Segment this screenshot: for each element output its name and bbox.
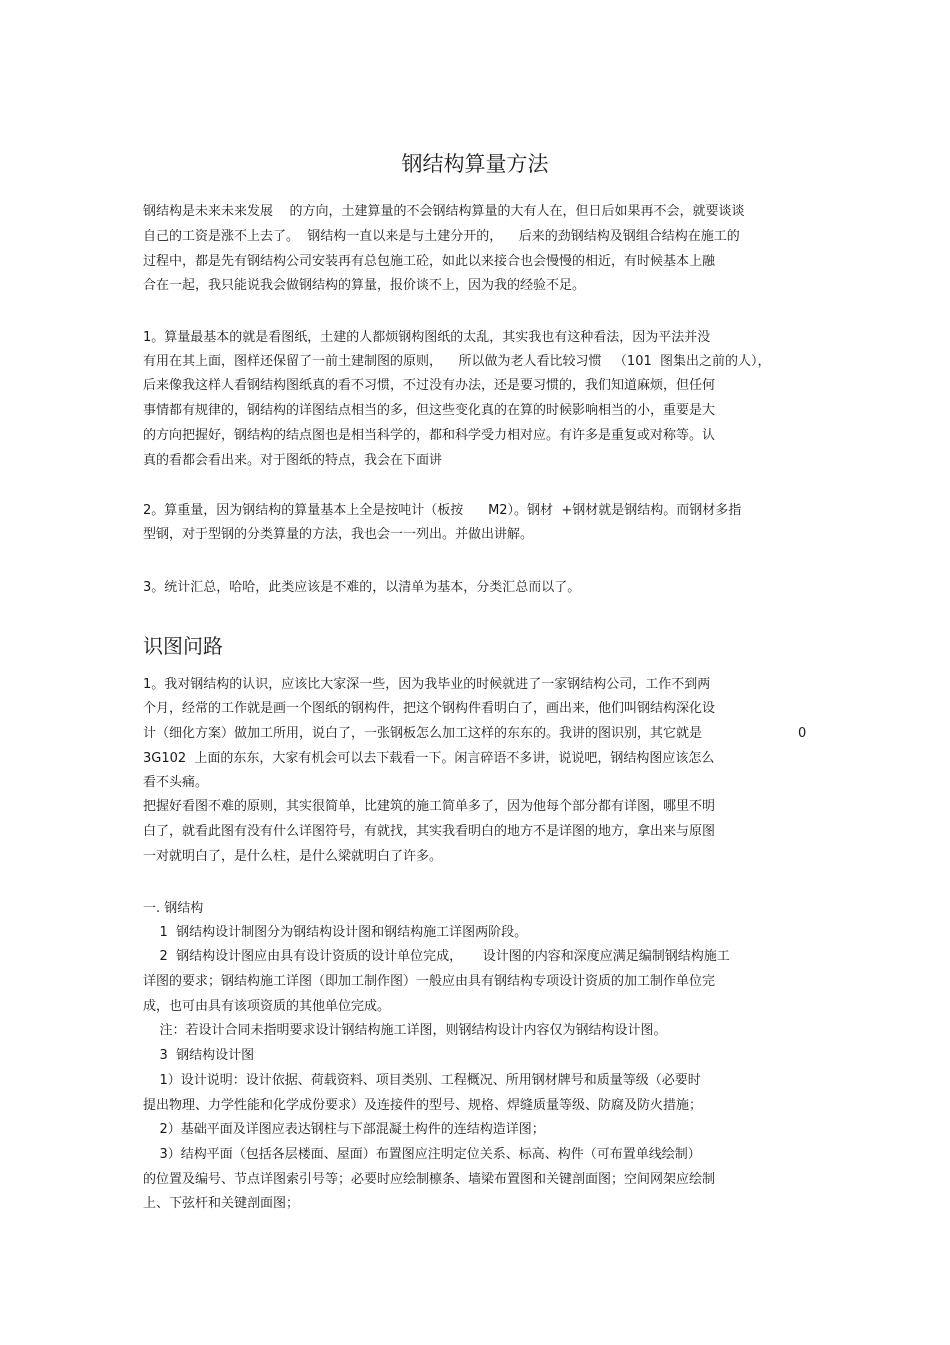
steel-line: 的位置及编号、节点详图索引号等；必要时应绘制檩条、墙梁布置图和关键剖面图；空间网架应绘制 — [143, 1172, 716, 1187]
intro-line: 钢结构是未来未来发展 的方向，土建算量的不会钢结构算量的大有人在，但日后如果再不会，就要谈谈 — [143, 204, 745, 219]
steel-heading: 一. 钢结构 — [143, 901, 204, 916]
steel-line: 3 钢结构设计图 — [143, 1048, 255, 1063]
steel-note: 注：若设计合同未指明要求设计钢结构施工详图，则钢结构设计内容仅为钢结构设计图。 — [143, 1023, 667, 1038]
steel-line: 详图的要求；钢结构施工详图（即加工制作图）一般应由具有钢结构专项设计资质的加工制作单位完 — [143, 974, 716, 989]
point1-line: 后来像我这样人看钢结构图纸真的看不习惯，不过没有办法，还是要习惯的，我们知道麻烦，但任何 — [143, 378, 716, 393]
point1-line: 事情都有规律的，钢结构的详图结点相当的多，但这些变化真的在算的时候影响相当的小，重要是大 — [143, 403, 716, 418]
reading-line: 白了，就看此图有没有什么详图符号，有就找，其实我看明白的地方不是详图的地方，拿出来与原图 — [143, 824, 716, 839]
point1-line: 1。算量最基本的就是看图纸，土建的人都烦钢构图纸的太乱，其实我也有这种看法，因为平法并没 — [143, 330, 711, 345]
steel-line: 2）基础平面及详图应表达钢柱与下部混凝土构件的连结构造详图； — [143, 1122, 545, 1137]
point2-line: 型钢，对于型钢的分类算量的方法，我也会一一列出。并做出讲解。 — [143, 527, 534, 542]
reading-line: 一对就明白了，是什么柱，是什么梁就明白了许多。 — [143, 849, 443, 864]
section-heading: 识图问路 — [143, 634, 223, 658]
reading-line: 1。我对钢结构的认识，应该比大家深一些，因为我毕业的时候就进了一家钢结构公司，工作不到两 — [143, 677, 711, 692]
steel-line: 2 钢结构设计图应由具有设计资质的设计单位完成， 设计图的内容和深度应满足编制钢结构施工 — [143, 949, 730, 964]
reading-line: 3G102 上面的东东，大家有机会可以去下载看一下。闲言碎语不多讲，说说吧，钢结构图应该怎么 — [143, 751, 715, 766]
steel-line: 3）结构平面（包括各层楼面、屋面）布置图应注明定位关系、标高、构件（可布置单线绘制） — [143, 1147, 701, 1162]
reading-line: 把握好看图不难的原则，其实很简单，比建筑的施工简单多了，因为他每个部分都有详图，哪里不明 — [143, 799, 716, 814]
stray-digit: 0 — [798, 726, 807, 741]
point1-line: 有用在其上面，图样还保留了一前土建制图的原则， 所以做为老人看比较习惯 （101 图集出之前的人）， — [143, 354, 771, 369]
intro-line: 合在一起，我只能说我会做钢结构的算量，报价谈不上，因为我的经验不足。 — [143, 278, 586, 293]
point1-line: 的方向把握好，钢结构的结点图也是相当科学的，都和科学受力相对应。有许多是重复或对称等。认 — [143, 428, 716, 443]
point3-line: 3。统计汇总，哈哈，此类应该是不难的，以清单为基本，分类汇总而以了。 — [143, 580, 581, 595]
intro-line: 过程中，都是先有钢结构公司安装再有总包施工砼，如此以来接合也会慢慢的相近，有时候基本上融 — [143, 254, 716, 269]
steel-line: 上、下弦杆和关键剖面图； — [143, 1196, 300, 1211]
point1-line: 真的看都会看出来。对于图纸的特点，我会在下面讲 — [143, 453, 443, 468]
steel-line: 提出物理、力学性能和化学成份要求）及连接件的型号、规格、焊缝质量等级、防腐及防火措施； — [143, 1098, 703, 1113]
reading-line: 看不头痛。 — [143, 775, 209, 790]
reading-line: 计（细化方案）做加工所用，说白了，一张钢板怎么加工这样的东东的。我讲的图识别，其它就是 — [143, 726, 703, 741]
point2-line: 2。算重量，因为钢结构的算量基本上全是按吨计（板按 M2）。钢材 +钢材就是钢结构。而钢材多指 — [143, 503, 742, 518]
reading-line: 个月，经常的工作就是画一个图纸的钢构件，把这个钢构件看明白了，画出来，他们叫钢结构深化设 — [143, 701, 716, 716]
steel-line: 1 钢结构设计制图分为钢结构设计图和钢结构施工详图两阶段。 — [143, 925, 528, 940]
document-title: 钢结构算量方法 — [401, 152, 549, 176]
steel-line: 1）设计说明：设计依据、荷载资料、项目类别、工程概况、所用钢材牌号和质量等级（必要时 — [143, 1073, 701, 1088]
intro-line: 自己的工资是涨不上去了。 钢结构一直以来是与土建分开的， 后来的劲钢结构及钢组合结构在施工的 — [143, 229, 740, 244]
steel-line: 成，也可由具有该项资质的其他单位完成。 — [143, 999, 391, 1014]
